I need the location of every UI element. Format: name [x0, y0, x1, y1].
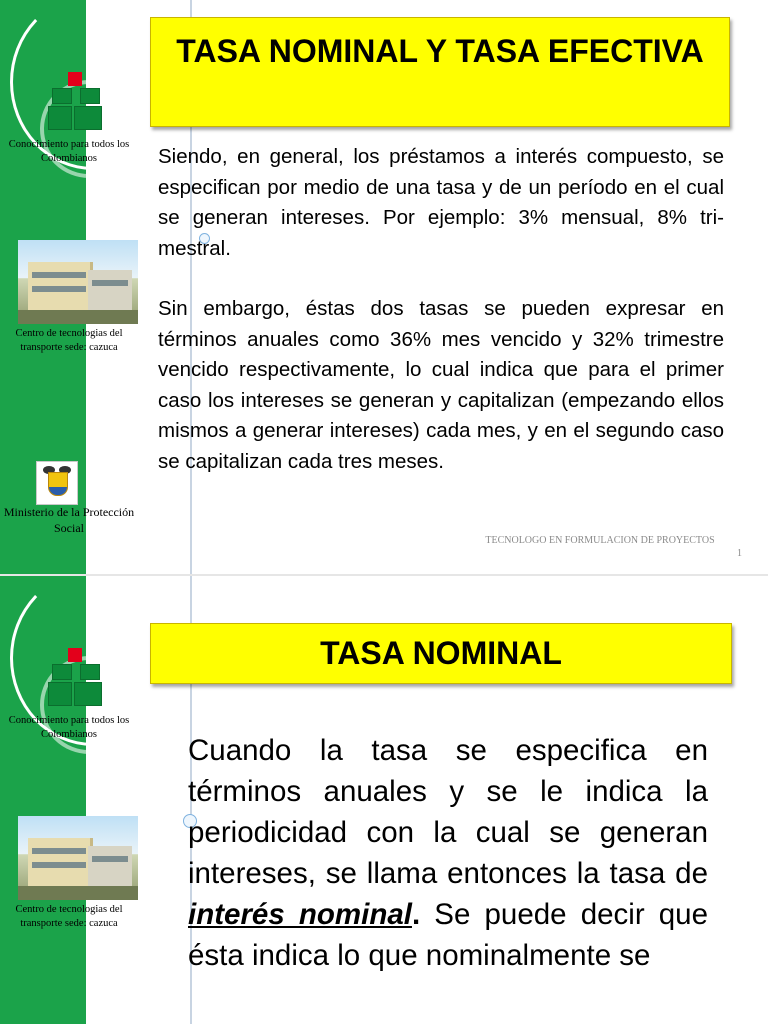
sena-logo-icon	[44, 648, 108, 712]
building-photo	[18, 240, 138, 324]
slide-footer: TECNOLOGO EN FORMULACION DE PROYECTOS	[485, 535, 715, 546]
slide-body	[158, 142, 724, 507]
sidebar	[0, 0, 138, 574]
building-caption: Centro de tecnologias del transporte sede: cazuca	[15, 328, 123, 353]
slide-body	[188, 730, 708, 976]
sidebar	[0, 576, 138, 1024]
building-caption: Centro de tecnologias del transporte sede: cazuca	[15, 904, 123, 929]
paragraph-1: Siendo, en general, los préstamos a interés compuesto, se especifican por medio de una tasa y de un período en el cual se generan intereses. Por ejemplo: 3% mensual, 8% tri-mestral.	[158, 145, 724, 260]
ministry-caption: Ministerio de la Protección Social	[3, 505, 135, 535]
logo-caption: Conocimiento para todos los Colombianos	[8, 139, 130, 164]
emphasis-term: interés nominal	[188, 898, 412, 931]
paragraph-2: Sin embargo, éstas dos tasas se pueden expresar en términos anuales como 36% mes vencido y 32% trimestre vencido respectivamente, lo cual indica que para el primer caso los intereses se generan y capitalizan (empezando ellos mismos a generar intereses) cada mes, y en el segundo caso se capitalizan cada tres meses.	[158, 297, 724, 473]
body-text: Cuando la tasa se especifica en términos anuales y se le indica la periodicidad con la cual se generan intereses, se llama entonces la tasa de	[188, 734, 708, 890]
slide-title: TASA NOMINAL Y TASA EFECTIVA	[150, 17, 730, 127]
body-text-continued: Se puede decir que ésta indica lo que nominalmente se	[188, 898, 708, 972]
logo-caption: Conocimiento para todos los Colombianos	[8, 715, 130, 740]
page-number: 1	[737, 548, 742, 559]
building-photo	[18, 816, 138, 900]
slide-2	[0, 576, 768, 1024]
sena-logo-icon	[44, 72, 108, 136]
emphasis-period: .	[411, 898, 421, 931]
colombia-crest-icon	[36, 461, 78, 505]
slide-title: TASA NOMINAL	[150, 623, 732, 684]
